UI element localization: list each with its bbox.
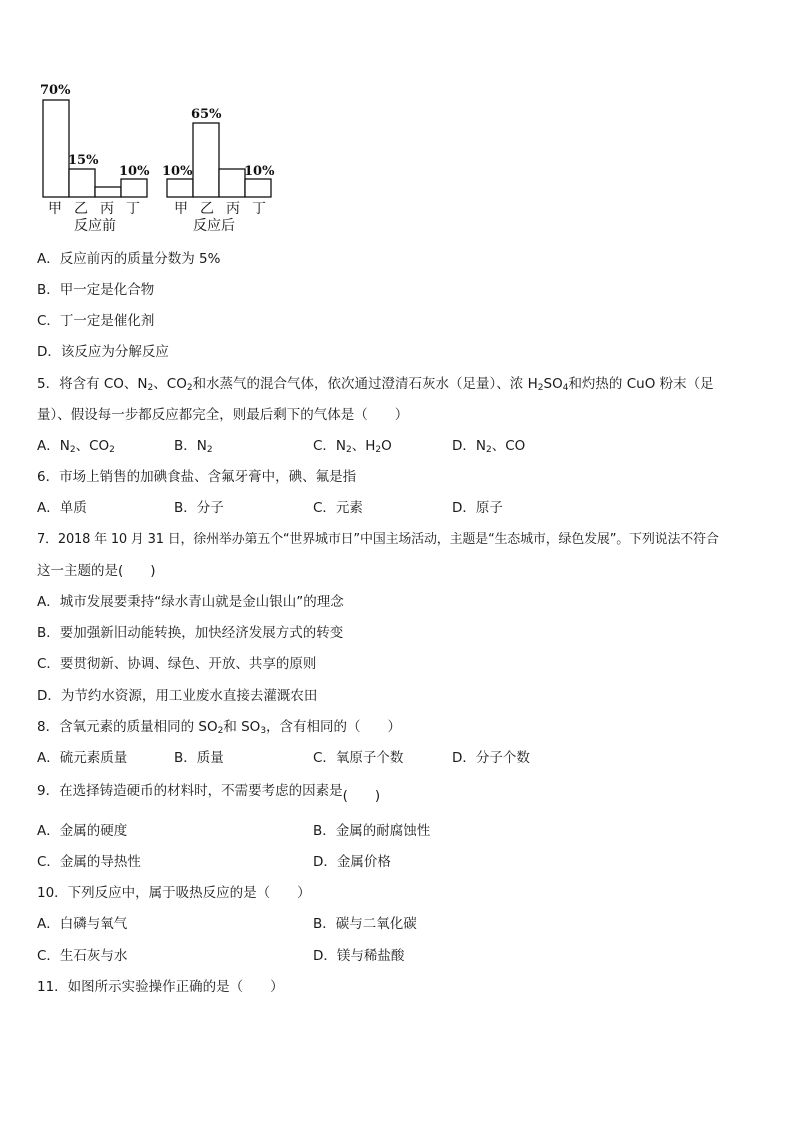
- after-label-yi: 65%: [191, 107, 222, 122]
- q10-option-a: A．白磷与氧气: [37, 916, 128, 932]
- q9-option-d: D．金属价格: [313, 854, 391, 870]
- after-cat-yi: 乙: [200, 201, 214, 217]
- after-bar-yi: [193, 123, 219, 197]
- q7-option-c: C．要贯彻新、协调、绿色、开放、共享的原则: [37, 656, 317, 672]
- q5-stem-line1: 5．将含有 CO、$N_2$、$CO_2$和水蒸气的混合气体，依次通过澄清石灰水（足量）、浓 $H_2SO_4$和灼热的 CuO 粉末（足: [37, 376, 714, 393]
- after-cat-bing: 丙: [226, 201, 240, 217]
- after-label-jia: 10%: [162, 164, 193, 179]
- q9-option-b: B．金属的耐腐蚀性: [313, 823, 431, 839]
- after-label-ding: 10%: [244, 164, 275, 179]
- before-cat-yi: 乙: [74, 201, 88, 217]
- q11-stem: 11．如图所示实验操作正确的是（ ）: [37, 979, 284, 995]
- after-bar-bing: [219, 169, 245, 197]
- q6-option-c: C．元素: [313, 500, 363, 516]
- before-cat-jia: 甲: [48, 201, 62, 217]
- before-caption: 反应前: [74, 218, 116, 234]
- q10-option-c: C．生石灰与水: [37, 948, 128, 964]
- q9-option-c: C．金属的导热性: [37, 854, 141, 870]
- q4-option-b: B．甲一定是化合物: [37, 282, 155, 298]
- q7-stem-line2: 这一主题的是( ): [37, 563, 156, 579]
- q10-option-b: B．碳与二氧化碳: [313, 916, 417, 932]
- after-cat-ding: 丁: [252, 201, 266, 217]
- before-bar-yi: [69, 169, 95, 197]
- after-bar-jia: [167, 179, 193, 197]
- q9-option-a: A．金属的硬度: [37, 823, 128, 839]
- q6-option-b: B．分子: [174, 500, 224, 516]
- q5-stem-line2: 量）、假设每一步都反应都完全，则最后剩下的气体是（ ）: [37, 407, 409, 423]
- q4-option-a: A．反应前丙的质量分数为 5%: [37, 251, 221, 267]
- q7-option-a: A．城市发展要秉持“绿水青山就是金山银山”的理念: [37, 594, 344, 610]
- mass-fraction-figure: [34, 80, 284, 240]
- before-label-ding: 10%: [119, 164, 150, 179]
- q5-option-b: B．$N_2$: [174, 438, 213, 455]
- q7-option-d: D．为节约水资源，用工业废水直接去灌溉农田: [37, 688, 318, 704]
- q4-option-c: C．丁一定是催化剂: [37, 313, 155, 329]
- q5-option-a: A．$N_2$、$CO_2$: [37, 438, 115, 455]
- q8-stem: 8．含氧元素的质量相同的 $SO_2$和 $SO_3$，含有相同的（ ）: [37, 719, 402, 736]
- before-cat-bing: 丙: [100, 201, 114, 217]
- q4-option-d: D．该反应为分解反应: [37, 344, 169, 360]
- q8-option-c: C．氧原子个数: [313, 750, 404, 766]
- q10-option-d: D．镁与稀盐酸: [313, 948, 405, 964]
- q7-option-b: B．要加强新旧动能转换，加快经济发展方式的转变: [37, 625, 344, 641]
- q10-stem: 10．下列反应中，属于吸热反应的是（ ）: [37, 885, 311, 901]
- before-label-yi: 15%: [68, 153, 99, 168]
- q5-option-c: C．$N_2$、$H_2O$: [313, 438, 392, 455]
- before-cat-ding: 丁: [126, 201, 140, 217]
- q6-stem: 6．市场上销售的加碘食盐、含氟牙膏中，碘、氟是指: [37, 469, 357, 485]
- q9-stem: 9．在选择铸造硬币的材料时，不需要考虑的因素是( ): [37, 783, 381, 804]
- after-bar-ding: [245, 179, 271, 197]
- before-bar-bing: [95, 187, 121, 197]
- q8-option-d: D．分子个数: [452, 750, 530, 766]
- before-bar-ding: [121, 179, 147, 197]
- q6-option-d: D．原子: [452, 500, 503, 516]
- after-caption: 反应后: [193, 218, 235, 234]
- q8-option-b: B．质量: [174, 750, 224, 766]
- before-bar-jia: [43, 100, 69, 197]
- q6-option-a: A．单质: [37, 500, 87, 516]
- q5-option-d: D．$N_2$、CO: [452, 438, 526, 455]
- q8-option-a: A．硫元素质量: [37, 750, 128, 766]
- before-label-jia: 70%: [40, 83, 71, 98]
- q7-stem-line1: 7．2018 年 10 月 31 日，徐州举办第五个“世界城市日”中国主场活动，主题是“生态城市，绿色发展”。下列说法不符合: [37, 532, 719, 547]
- after-cat-jia: 甲: [174, 201, 188, 217]
